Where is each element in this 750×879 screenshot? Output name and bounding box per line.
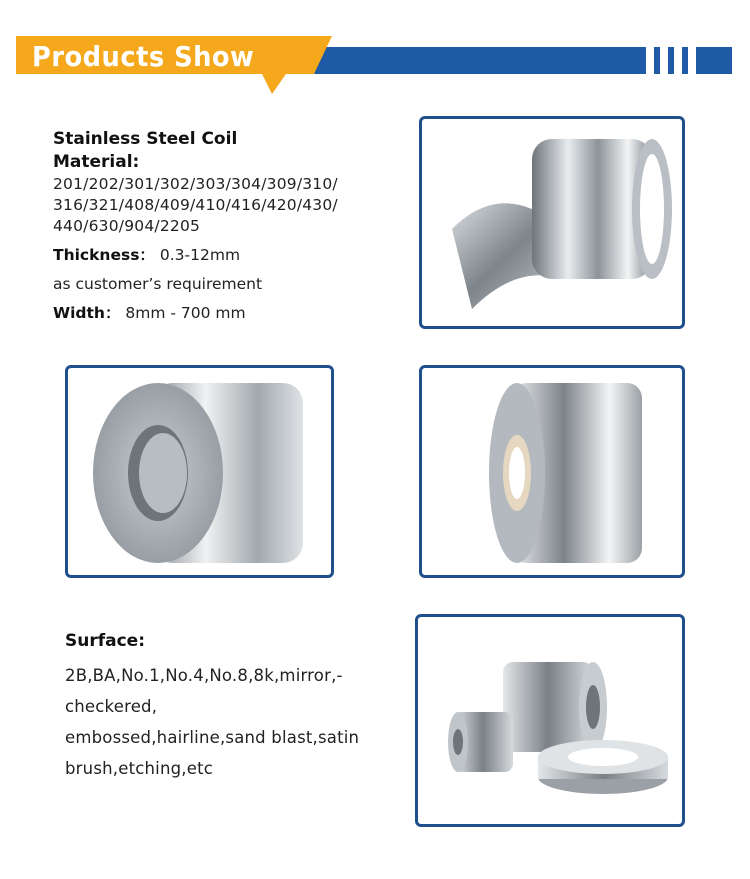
thickness-row: Thickness： 0.3-12mm <box>53 246 241 264</box>
product-info <box>53 128 393 324</box>
coil-image-large <box>65 365 334 578</box>
surface-line-1: 2B,BA,No.1,No.4,No.8,8k,mirror,- <box>65 666 343 685</box>
banner-stripes <box>640 47 706 74</box>
banner-title: Products Show <box>32 40 255 73</box>
thickness-value: 0.3-12mm <box>159 246 241 264</box>
surface-line-3: embossed,hairline,sand blast,satin <box>65 728 360 747</box>
surface-line-4: brush,etching,etc <box>65 759 214 778</box>
width-row: Width： 8mm - 700 mm <box>53 304 246 322</box>
thickness-note: as customer’s requirement <box>53 275 263 293</box>
coil-image-side <box>419 365 685 578</box>
coil-image-group <box>415 614 685 827</box>
thickness-label: Thickness <box>53 246 140 264</box>
surface-info <box>65 628 395 784</box>
coil-image-unrolling <box>419 116 685 329</box>
surface-label: Surface: <box>65 631 146 651</box>
product-name: Stainless Steel Coil <box>53 129 238 149</box>
material-label: Material: <box>53 152 140 172</box>
width-value: 8mm - 700 mm <box>125 304 246 322</box>
material-line-2: 316/321/408/409/410/416/420/430/ <box>53 196 338 214</box>
material-line-1: 201/202/301/302/303/304/309/310/ <box>53 175 338 193</box>
width-label: Width <box>53 304 105 322</box>
material-line-3: 440/630/904/2205 <box>53 217 201 235</box>
products-show-banner <box>0 0 750 100</box>
surface-line-2: checkered, <box>65 697 158 716</box>
